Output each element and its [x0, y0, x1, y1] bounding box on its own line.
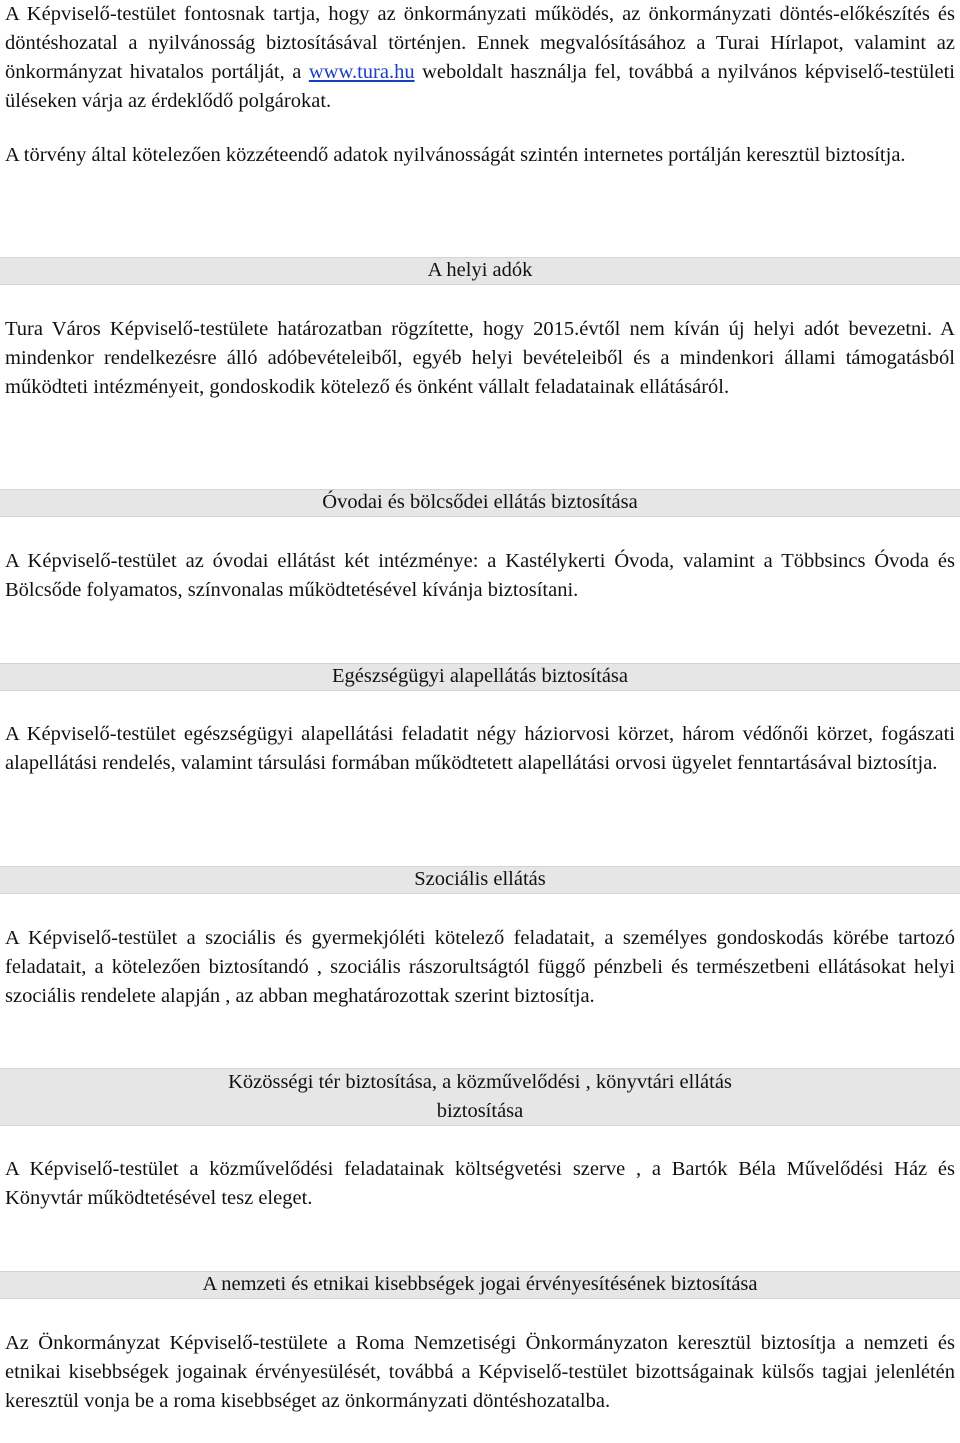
section-heading-culture-line1: Közösségi tér biztosítása, a közművelődési , könyvtári ellátás — [228, 1071, 732, 1093]
intro-text-b: weboldalt használja fel, továbbá a nyilvános képviselő-testületi üléseken várja az érdeklődő polgárokat. — [5, 61, 955, 112]
section-body-kindergarten: A Képviselő-testület az óvodai ellátást két intézménye: a Kastélykerti Óvoda, valamint a Többsincs Óvoda és Bölcsőde folyamatos, színvonalas működtetésével kívánja biztosítani. — [5, 550, 955, 601]
section-heading-culture-line2: biztosítása — [436, 1100, 524, 1122]
intro-text-a: A Képviselő-testület fontosnak tartja, hogy az önkormányzati működés, az önkormányzati döntés-előkészítés és döntéshozatal a nyilvánosság biztosításával történjen. Ennek megvalósításához a Turai Hírlapot, valamint az önkormányzat hivatalos portálját, a — [5, 3, 955, 83]
section-heading-social-care: Szociális ellátás — [414, 868, 546, 890]
section-body-culture: A Képviselő-testület a közművelődési feladatainak költségvetési szerve , a Bartók Béla Művelődési Ház és Könyvtár működtetésével tesz eleget. — [5, 1158, 955, 1209]
section-body-local-taxes: Tura Város Képviselő-testülete határozatban rögzítette, hogy 2015.évtől nem kíván új helyi adót bevezetni. A mindenkor rendelkezésre álló adóbevételeiből, egyéb helyi bevételeiből és a mindenkori állami támogatásból működteti intézményeit, gondoskodik kötelező és önként vállalt feladatainak ellátásáról. — [5, 318, 955, 398]
section-heading-local-taxes: A helyi adók — [427, 259, 533, 281]
section-body-minorities: Az Önkormányzat Képviselő-testülete a Roma Nemzetiségi Önkormányzaton keresztül biztosítja a nemzeti és etnikai kisebbségek jogainak érvényesülését, továbbá a Képviselő-testület bizottságainak külsős tagjai jelenlétén keresztül vonja be a roma kisebbséget az önkormányzati döntéshozatalba. — [5, 1332, 955, 1412]
intro-paragraph — [5, 0, 955, 116]
intro-paragraph-2: A törvény által kötelezően közzéteendő adatok nyilvánosságát szintén internetes portálján keresztül biztosítja. — [5, 144, 906, 166]
section-heading-healthcare: Egészségügyi alapellátás biztosítása — [331, 665, 628, 687]
section-heading-minorities: A nemzeti és etnikai kisebbségek jogai érvényesítésének biztosítása — [202, 1273, 758, 1295]
website-link[interactable]: www.tura.hu — [308, 61, 415, 83]
section-heading-kindergarten: Óvodai és bölcsődei ellátás biztosítása — [322, 491, 638, 513]
section-body-healthcare: A Képviselő-testület egészségügyi alapellátási feladatit négy háziorvosi körzet, három védőnői körzet, fogászati alapellátási rendelés, valamint társulási formában működtetett alapellátási orvosi ügyelet fenntartásával biztosítja. — [5, 723, 955, 774]
section-body-social-care: A Képviselő-testület a szociális és gyermekjóléti kötelező feladatait, a személyes gondoskodás körébe tartozó feladatait, a kötelezően biztosítandó , szociális rászorultságtól függő pénzbeli és természetbeni ellátásokat helyi szociális rendelete alapján , az abban meghatározottak szerint biztosítja. — [5, 927, 955, 1007]
